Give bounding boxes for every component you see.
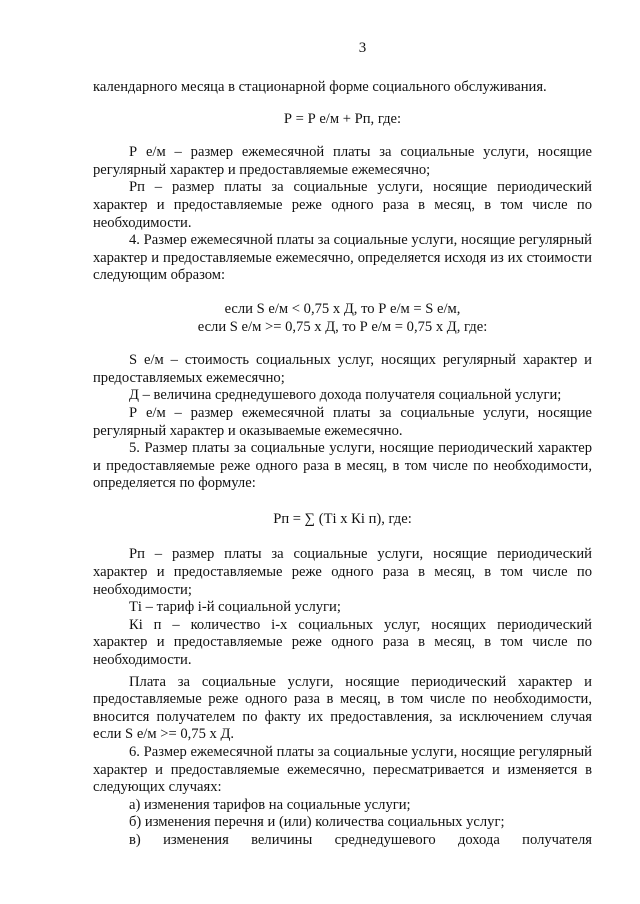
case-v-word: изменения: [163, 831, 229, 848]
definition-s-em: S е/м – стоимость социальных услуг, носящих регулярный характер и предоставляемых ежемесячно;: [93, 352, 592, 386]
definition-p-em-2: Р е/м – размер ежемесячной платы за социальные услуги, носящие регулярный характер и оказываемые ежемесячно.: [93, 404, 592, 439]
case-v-word: в): [129, 831, 141, 848]
definition-t-i: Тi – тариф i-й социальной услуги;: [129, 599, 341, 616]
clause-5: 5. Размер платы за социальные услуги, носящие периодический характер и предоставляемые реже одного раза в месяц, в том числе по необходимости, определяется по формуле:: [93, 440, 592, 492]
page-number: 3: [358, 40, 367, 56]
formula-total-payment: Р = Р е/м + Рп, где:: [283, 110, 402, 127]
continuation-line: календарного месяца в стационарной форме социального обслуживания.: [93, 79, 547, 95]
case-a: а) изменения тарифов на социальные услуги;: [129, 796, 411, 813]
definition-p-p: Рп – размер платы за социальные услуги, носящие периодический характер и предоставляемые реже одного раза в месяц, в том числе по необходимости.: [93, 179, 592, 231]
case-v-word: дохода: [457, 831, 500, 848]
clause-4: 4. Размер ежемесячной платы за социальные услуги, носящие регулярный характер и предоставляемые ежемесячно, определяется исходя из их стоимости следующим образом:: [93, 232, 592, 284]
definition-d: Д – величина среднедушевого дохода получателя социальной услуги;: [129, 387, 562, 404]
formula-monthly-case-2: если S е/м >= 0,75 х Д, то Р е/м = 0,75 х Д, где:: [197, 318, 488, 335]
case-v-word: величины: [251, 831, 313, 848]
case-v-word: получателя: [522, 831, 592, 848]
case-b: б) изменения перечня и (или) количества социальных услуг;: [129, 814, 505, 831]
definition-p-p-2: Рп – размер платы за социальные услуги, носящие периодический характер и предоставляемые реже одного раза в месяц, в том числе по необходимости;: [93, 546, 592, 598]
formula-periodic-payment: Рп = ∑ (Тi х Кi п), где:: [273, 510, 412, 527]
clause-6: 6. Размер ежемесячной платы за социальные услуги, носящие регулярный характер и предоставляемые ежемесячно, пересматривается и изменяется в следующих случаях:: [93, 744, 592, 796]
case-v: [93, 832, 592, 850]
formula-monthly-case-1: если S е/м < 0,75 х Д, то Р е/м = S е/м,: [224, 300, 461, 317]
definition-k-i-p: Кi п – количество i-х социальных услуг, носящих периодический характер и предоставляемые реже одного раза в месяц, в том числе по необходимости.: [93, 616, 592, 669]
definition-p-em: Р е/м – размер ежемесячной платы за социальные услуги, носящие регулярный характер и предоставляемые ежемесячно;: [93, 144, 592, 178]
periodic-payment-note: Плата за социальные услуги, носящие периодический характер и предоставляемые реже одного раза в месяц, в том числе по необходимости, вносится получателем по факту их предоставления, за исключением случая если S е/м >= 0,75 х Д.: [93, 673, 592, 743]
case-v-word: среднедушевого: [334, 831, 436, 848]
formula-monthly-payment: [93, 301, 592, 336]
